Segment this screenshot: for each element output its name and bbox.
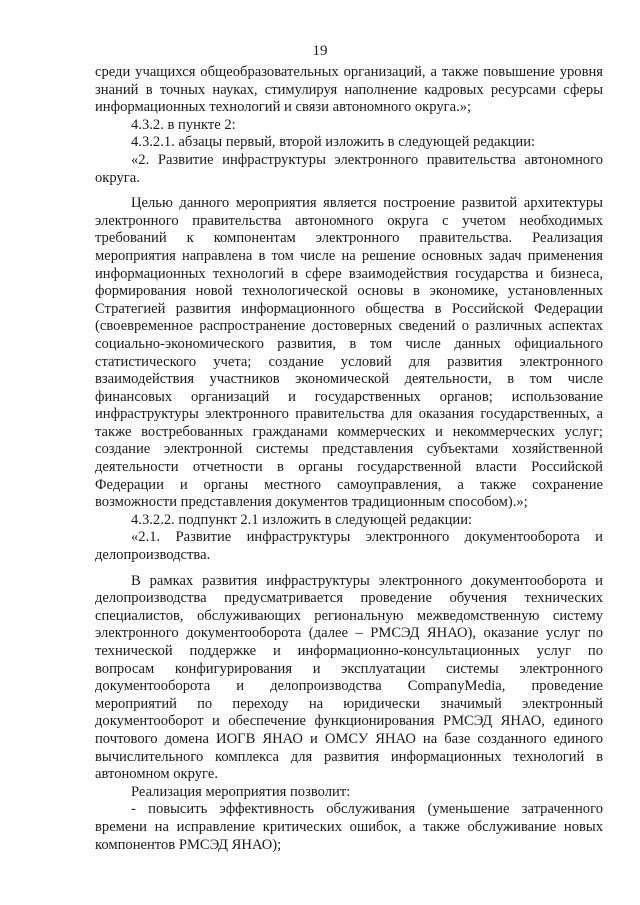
text-line: специалистов, обслуживающих региональную межведомственную систему xyxy=(95,607,603,624)
text-line: 4.3.2.1. абзацы первый, второй изложить в следующей редакции: xyxy=(131,134,536,151)
text-line: электронного правительства автономного округа с учетом необходимых xyxy=(95,212,603,229)
text-line: мероприятий по переходу на юридически значимый электронный xyxy=(95,695,603,712)
text-line: (своевременное распространение достоверных сведений о различных аспектах xyxy=(95,318,603,335)
text-line: Федерации и органы местного самоуправления, а также сохранение xyxy=(95,476,603,493)
text-line: также востребованных гражданами коммерческих и некоммерческих услуг; xyxy=(95,423,603,440)
text-line: 4.3.2. в пункте 2: xyxy=(131,116,236,133)
text-line: среди учащихся общеобразовательных организаций, а также повышение уровня xyxy=(95,64,603,80)
text-line: «2. Развитие инфраструктуры электронного правительства автономного xyxy=(131,151,603,168)
text-line: вопросам конфигурирования и эксплуатации системы электронного xyxy=(95,660,603,677)
text-line: «2.1. Развитие инфраструктуры электронного документооборота и xyxy=(131,529,603,546)
text-line: формирования новой технологической основы в экономике, установленных xyxy=(95,283,603,300)
text-line: автономном округе. xyxy=(95,766,218,783)
text-line: Целью данного мероприятия является построение развитой архитектуры xyxy=(131,195,603,212)
text-line: - повысить эффективность обслуживания (уменьшение затраченного xyxy=(131,801,603,818)
text-line: компонентов РМСЭД ЯНАО); xyxy=(95,836,282,853)
text-line: документооборота и делопроизводства CompanyMedia, проведение xyxy=(95,678,603,695)
text-line: информационных технологий в сфере взаимодействия государства и бизнеса, xyxy=(95,265,603,282)
paragraph-gap xyxy=(95,565,603,573)
text-line: делопроизводства предусматривается проведение обучения технических xyxy=(95,590,603,607)
text-line: требований к компонентам электронного правительства. Реализация xyxy=(95,230,603,247)
text-line: времени на исправление критических ошибок, а также обслуживание новых xyxy=(95,818,603,835)
text-line: финансовых организаций и государственных органов; использование xyxy=(95,388,603,405)
text-line: деятельности отчетности в органы государственной власти Российской xyxy=(95,459,603,476)
text-line: инфраструктуры электронного правительства для оказания государственных, а xyxy=(95,406,603,423)
text-line: социально-экономического развития, в том числе данных официального xyxy=(95,335,603,352)
text-line: создание электронной системы представления субъектами хозяйственной xyxy=(95,441,603,458)
text-line: информационных технологий и связи автономного округа.»; xyxy=(95,99,472,116)
text-line: знаний в точных науках, стимулируя наполнение кадровых ресурсами сферы xyxy=(95,81,603,98)
text-line: мероприятия направлена в том числе на решение основных задач применения xyxy=(95,247,603,264)
text-line: Реализация мероприятия позволит: xyxy=(131,783,351,800)
text-line: статистического учета; создание условий для развития электронного xyxy=(95,353,603,370)
text-line: возможности представления документов традиционным способом).»; xyxy=(95,494,528,511)
text-line: делопроизводства. xyxy=(95,547,211,564)
text-line: взаимодействия участников экономической деятельности, в том числе xyxy=(95,371,603,388)
text-line: округа. xyxy=(95,169,140,186)
text-line: вычислительного комплекса для развития информационных технологий в xyxy=(95,748,603,765)
paragraph-gap xyxy=(95,187,603,195)
text-line: документооборот и обеспечение функционирования РМСЭД ЯНАО, единого xyxy=(95,713,603,730)
text-line: Стратегией развития информационного общества в Российской Федерации xyxy=(95,300,603,317)
document-body xyxy=(95,64,603,854)
text-line: 4.3.2.2. подпункт 2.1 изложить в следующей редакции: xyxy=(131,511,473,528)
page-number: 19 xyxy=(312,43,328,59)
text-line: электронного документооборота (далее – РМСЭД ЯНАО), оказание услуг по xyxy=(95,625,603,642)
text-line: почтового домена ИОГВ ЯНАО и ОМСУ ЯНАО на базе созданного единого xyxy=(95,730,603,747)
text-line: технической поддержке и информационно-консультационных услуг по xyxy=(95,643,603,659)
text-line: В рамках развития инфраструктуры электронного документооборота и xyxy=(131,572,603,589)
